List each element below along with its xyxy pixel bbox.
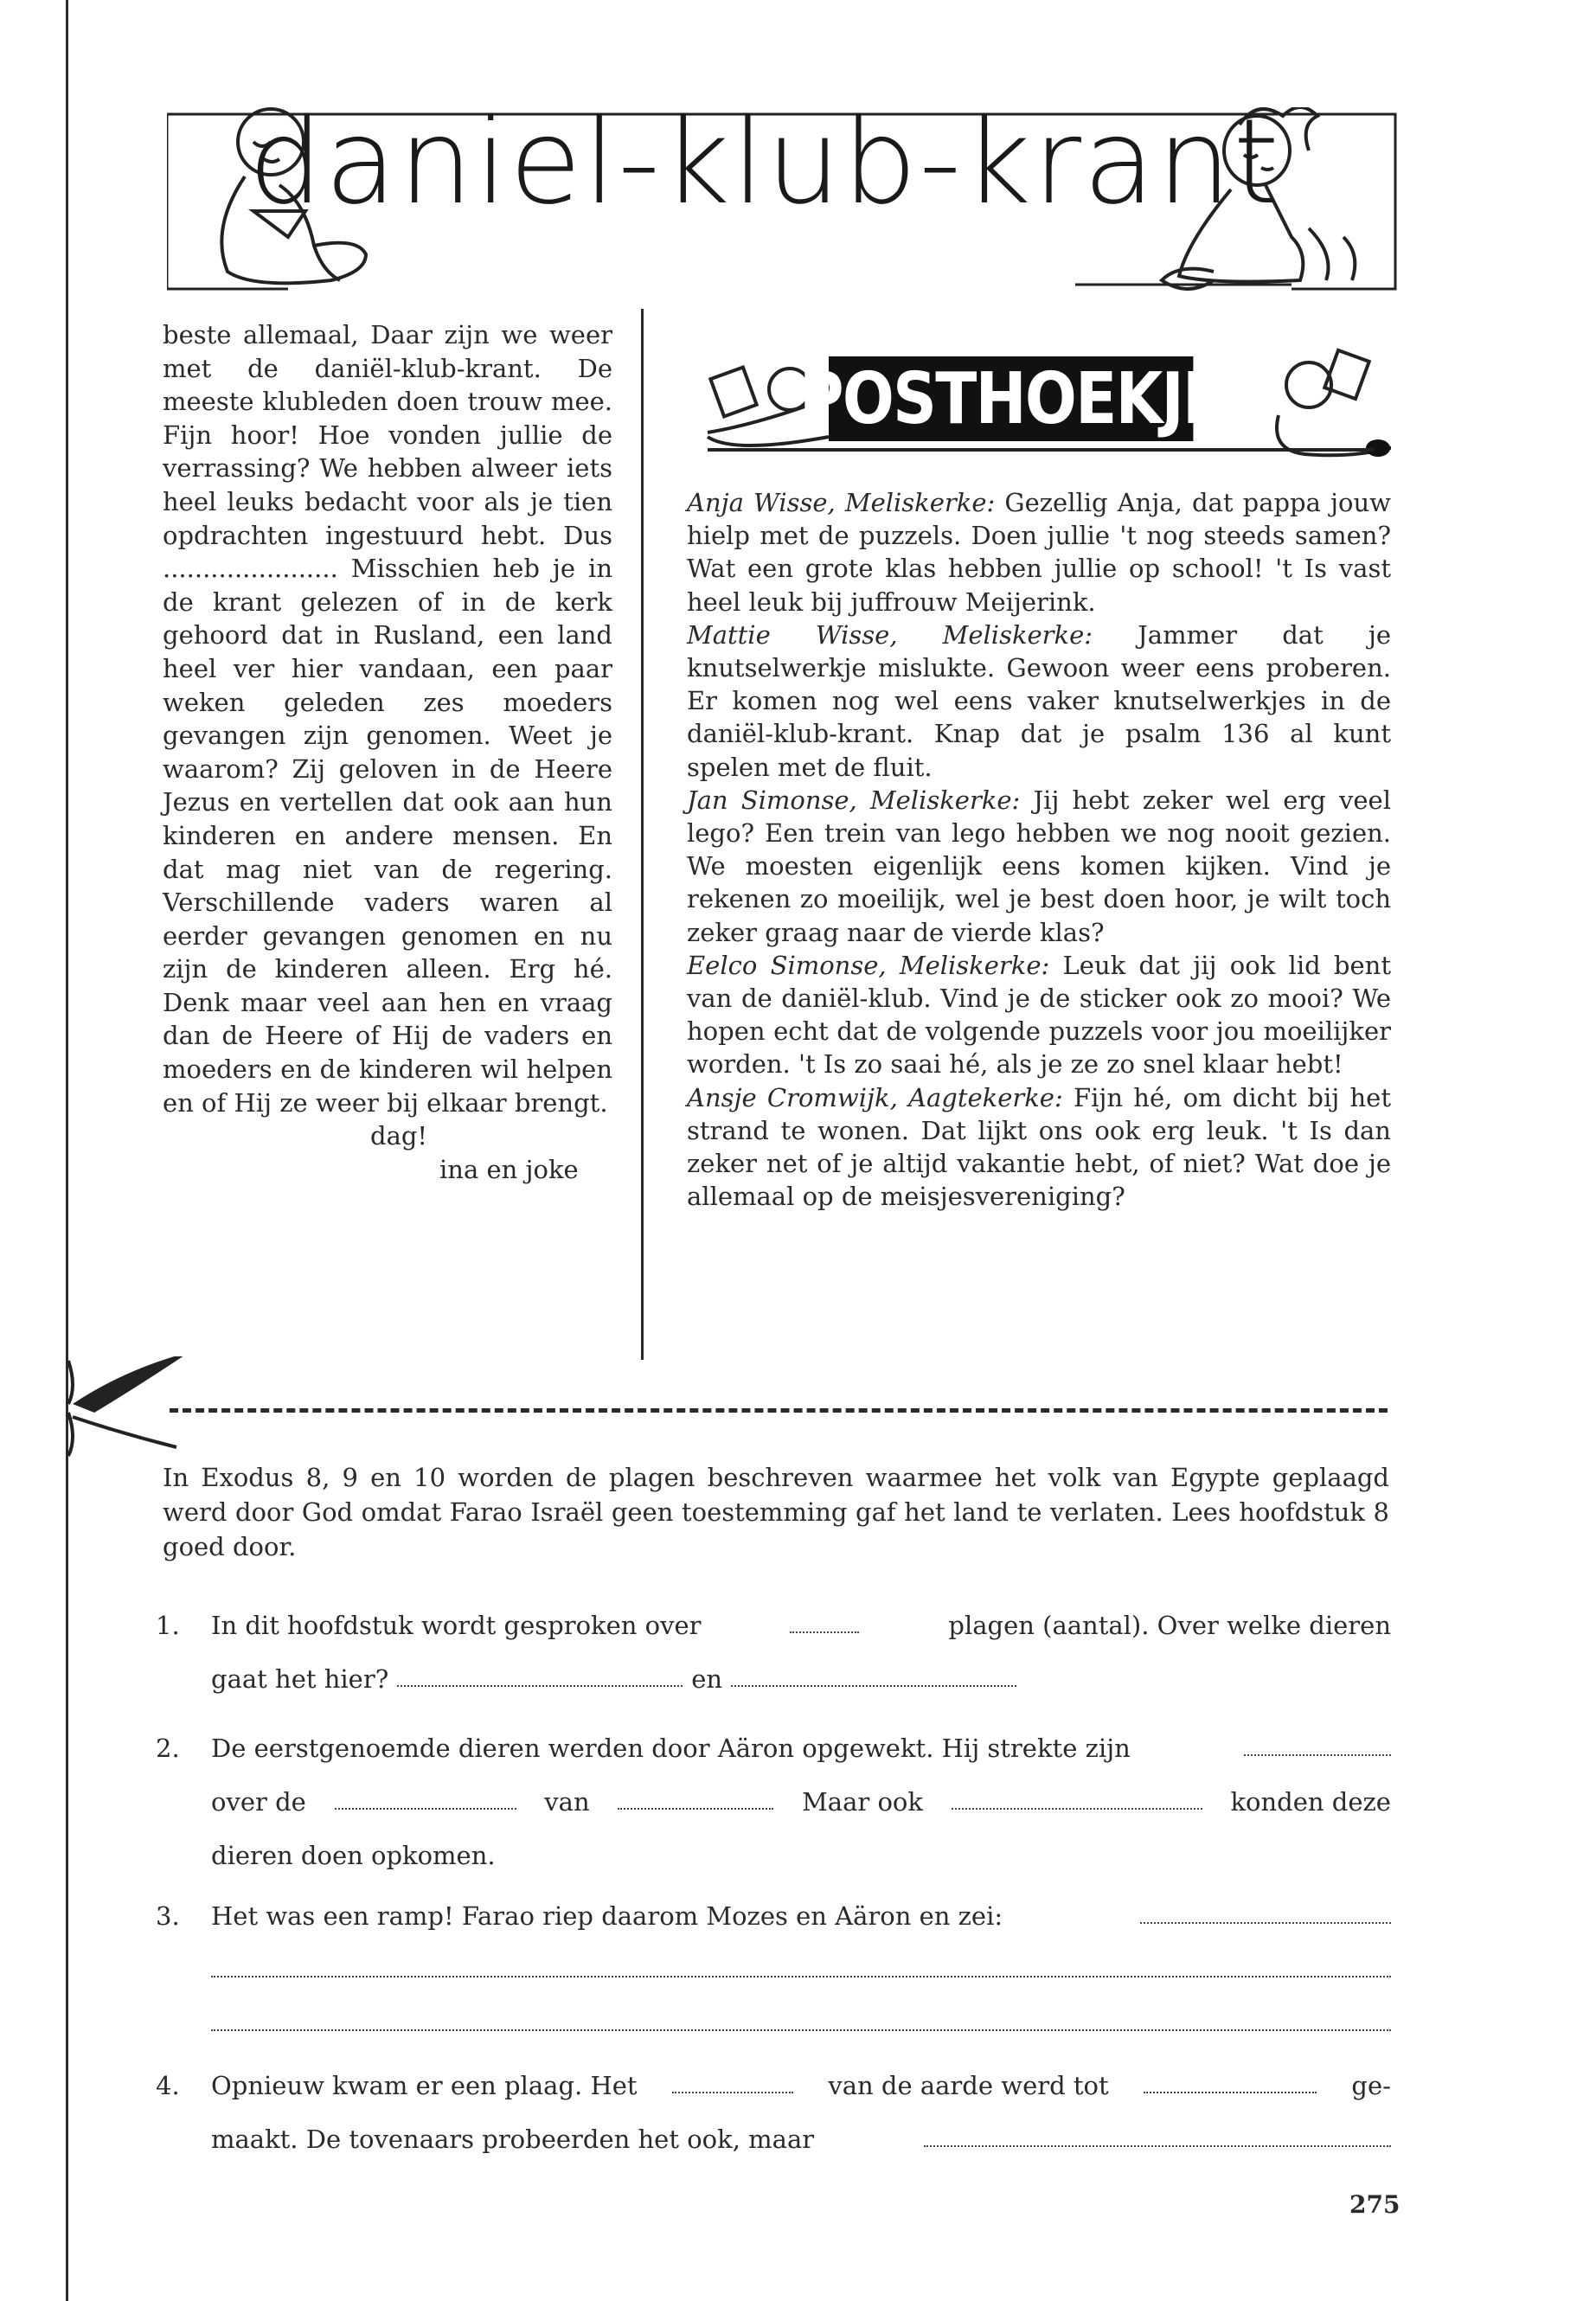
question-4 [156,2071,1391,2166]
column-divider [641,309,644,1360]
question-text: In dit hoofdstuk wordt gesproken over [211,1611,702,1640]
post-entry-name: Jan Simonse, Meliskerke: [687,785,1021,815]
post-entry-name: Eelco Simonse, Meliskerke: [687,950,1050,980]
answer-blank[interactable] [731,1664,1016,1687]
question-text: over de [211,1787,306,1817]
answer-blank[interactable] [924,2125,1391,2147]
question-3 [156,1901,1391,2057]
question-text: Opnieuw kwam er een plaag. Het [211,2071,638,2100]
question-number: 3. [156,1901,180,1931]
letter-column [163,318,612,1186]
question-text: ge- [1351,2071,1391,2100]
question-1 [156,1611,1391,1697]
post-entry-text: Fijn hé, om dicht bij het strand te wonen. Dat lijkt ons ook erg leuk. 't Is dan zeker net of je altijd vakantie hebt, of niet? Wat doe je allemaal op de meisjesvereniging? [687,1082,1391,1212]
post-entry [687,1081,1391,1214]
post-entry-text: Gezellig Anja, dat pappa jouw hielp met de puzzels. Doen jullie 't nog steeds samen? Wat een grote klas hebben jullie op school! 't Is vast heel leuk bij juffrouw Meijerink. [687,488,1391,617]
question-text: en [691,1664,723,1694]
posthoekje-banner [699,337,1391,467]
post-entry-text: Jij hebt zeker wel erg veel lego? Een trein van lego hebben we nog nooit gezien. We moesten eigenlijk eens komen kijken. Vind je rekenen zo moeilijk, wel je best doen hoor, je wilt toch zeker graag naar de vierde klas? [687,785,1391,947]
answer-blank[interactable] [672,2071,793,2093]
post-entry [687,619,1391,784]
question-text: van [544,1787,590,1817]
question-number: 1. [156,1611,180,1640]
binding-line [66,0,68,2301]
exercise-intro: In Exodus 8, 9 en 10 worden de plagen beschreven waarmee het volk van Egypte geplaagd werd door God omdat Farao Israël geen toestemming gaf het land te verlaten. Lees hoofdstuk 8 goed door. [163,1463,1389,1561]
question-text: dieren doen opkomen. [211,1841,496,1870]
answer-blank[interactable] [211,2009,1391,2031]
question-text: gaat het hier? [211,1664,389,1694]
answer-blank[interactable] [790,1611,859,1633]
post-entry-name: Anja Wisse, Meliskerke: [687,488,996,517]
answer-blank[interactable] [397,1664,683,1687]
answer-blank[interactable] [1144,2071,1317,2093]
page-number: 275 [1349,2190,1401,2219]
question-text: Het was een ramp! Farao riep daarom Mozes en Aäron en zei: [211,1901,1003,1931]
question-text: maakt. De tovenaars probeerden het ook, maar [211,2125,815,2154]
answer-blank[interactable] [952,1787,1202,1810]
question-number: 2. [156,1734,180,1763]
question-2 [156,1734,1391,1889]
question-text: De eerstgenoemde dieren werden door Aäron opgewekt. Hij strekte zijn [211,1734,1131,1763]
letter-signature [163,1119,612,1186]
posthoekje-title: POSTHOEKJE [798,357,1223,440]
letter-authors: ina en joke [439,1154,579,1184]
post-entry-name: Ansje Cromwijk, Aagtekerke: [687,1082,1063,1112]
question-text: konden deze [1230,1787,1391,1817]
post-entry [687,486,1391,619]
post-entry-text: Jammer dat je knutselwerkje mislukte. Gewoon weer eens proberen. Er komen nog wel eens vaker knutselwerkjes in de daniël-klub-krant. Knap dat je psalm 136 al kunt spelen met de fluit. [687,619,1391,782]
child-writing-right-icon [1277,350,1391,455]
masthead-title: daniel-klub-krant [248,94,1281,231]
post-entry-text: Leuk dat jij ook lid bent van de daniël-klub. Vind je de sticker ook zo mooi? We hopen echt dat de volgende puzzels voor jou moeilijker worden. 't Is zo saai hé, als je ze zo snel klaar hebt! [687,950,1391,1080]
post-entry [687,949,1391,1081]
answer-blank[interactable] [211,1955,1391,1977]
letter-greeting: dag! [370,1121,428,1151]
question-number: 4. [156,2071,180,2100]
answer-blank[interactable] [335,1787,516,1810]
question-text: Maar ook [802,1787,923,1817]
answer-blank[interactable] [618,1787,773,1810]
question-text: van de aarde werd tot [828,2071,1109,2100]
answer-blank[interactable] [1244,1734,1391,1756]
cut-line [170,1408,1388,1413]
post-entry [687,784,1391,949]
answer-blank[interactable] [1140,1901,1391,1924]
question-text: plagen (aantal). Over welke dieren [948,1611,1391,1640]
letter-body: beste allemaal, Daar zijn we weer met de daniël-klub-krant. De meeste klubleden doen trouw mee. Fijn hoor! Hoe vonden jullie de verrassing? We hebben alweer iets heel leuks bedacht voor als je tien opdrachten ingestuurd hebt. Dus ...................... Misschien heb je in de krant gelezen of in de kerk gehoord dat in Rusland, een land heel ver hier vandaan, een paar weken geleden zes moeders gevangen zijn genomen. Weet je waarom? Zij geloven in de Heere Jezus en vertellen dat ook aan hun kinderen en andere mensen. En dat mag niet van de regering. Verschillende vaders waren al eerder gevangen genomen en nu zijn de kinderen alleen. Erg hé. Denk maar veel aan hen en vraag dan de Heere of Hij de vaders en moeders en de kinderen wil helpen en of Hij ze weer bij elkaar brengt. [163,320,612,1118]
post-column [687,486,1391,1213]
post-entry-name: Mattie Wisse, Meliskerke: [687,619,1093,650]
